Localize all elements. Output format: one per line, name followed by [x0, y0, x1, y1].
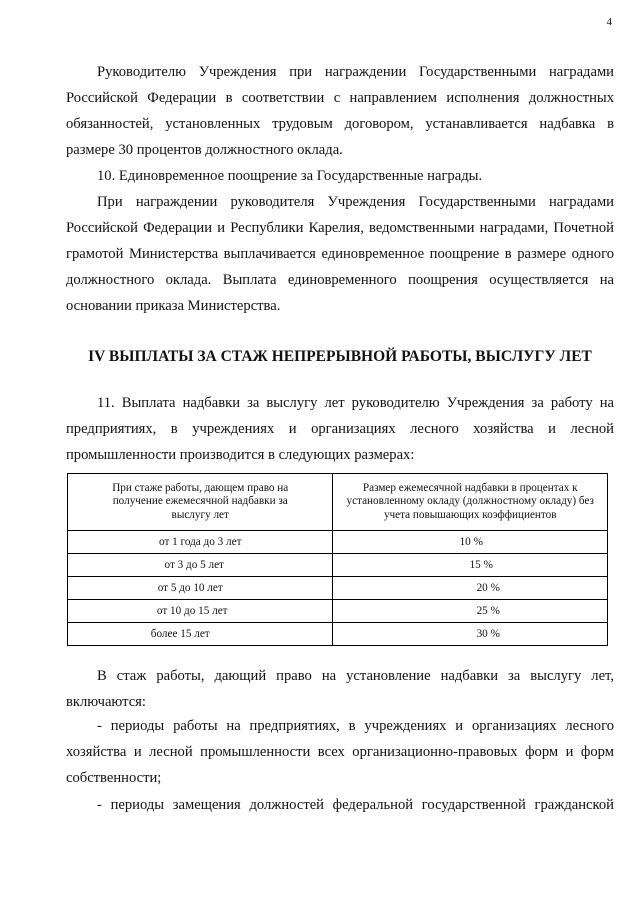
table-row: [68, 600, 608, 623]
section-heading-iv: IV ВЫПЛАТЫ ЗА СТАЖ НЕПРЕРЫВНОЙ РАБОТЫ, ВЫСЛУГУ ЛЕТ: [88, 348, 592, 365]
paragraph-service-length-includes: В стаж работы, дающий право на установление надбавки за выслугу лет, включаются:: [66, 668, 614, 710]
table-cell-period: более 15 лет: [68, 623, 333, 646]
table-header-row: [68, 474, 608, 531]
table-cell-percent: 30 %: [333, 623, 608, 646]
table-header-bonus-percent: Размер ежемесячной надбавки в процентах к установленному окладу (должностному окладу) без учета повышающих коэффициентов: [333, 474, 608, 531]
table-row: [68, 623, 608, 646]
table-cell-percent: 15 %: [333, 554, 608, 577]
table-cell-period: от 10 до 15 лет: [68, 600, 333, 623]
table-cell-percent: 25 %: [333, 600, 608, 623]
table-cell-period: от 5 до 10 лет: [68, 577, 333, 600]
paragraph-one-time-reward: При награждении руководителя Учреждения Государственными наградами Российской Федерации и Республики Карелия, ведомственными наградами, Почетной грамотой Министерства выплачивается единовременное поощрение в размере одного должностного оклада. Выплата единовременного поощрения осуществляется на основании приказа Министерства.: [66, 194, 614, 314]
seniority-bonus-table: [67, 473, 608, 646]
paragraph-list-item-forestry-work: - периоды работы на предприятиях, в учреждениях и организациях лесного хозяйства и лесной промышленности всех организационно-правовых форм и форм собственности;: [66, 718, 614, 786]
table-cell-percent: 10 %: [333, 531, 608, 554]
paragraph-section-10-title: 10. Единовременное поощрение за Государственные награды.: [97, 168, 483, 184]
paragraph-list-item-civil-service: - периоды замещения должностей федеральной государственной гражданской: [97, 797, 614, 813]
paragraph-seniority-bonus: 11. Выплата надбавки за выслугу лет руководителю Учреждения за работу на предприятиях, в учреждениях и организациях лесного хозяйства и лесной промышленности производится в следующих размерах:: [66, 395, 614, 463]
table-header-experience: При стаже работы, дающем право на получение ежемесячной надбавки за выслугу лет: [68, 474, 333, 531]
table-cell-period: от 1 года до 3 лет: [68, 531, 333, 554]
table-row: [68, 577, 608, 600]
page-number: 4: [606, 16, 612, 28]
table-row: [68, 554, 608, 577]
table-cell-period: от 3 до 5 лет: [68, 554, 333, 577]
table-cell-percent: 20 %: [333, 577, 608, 600]
paragraph-state-awards-bonus: Руководителю Учреждения при награждении Государственными наградами Российской Федерации в соответствии с направлением исполнения должностных обязанностей, установленных трудовым договором, устанавливается надбавка в размере 30 процентов должностного оклада.: [66, 64, 614, 158]
table-row: [68, 531, 608, 554]
